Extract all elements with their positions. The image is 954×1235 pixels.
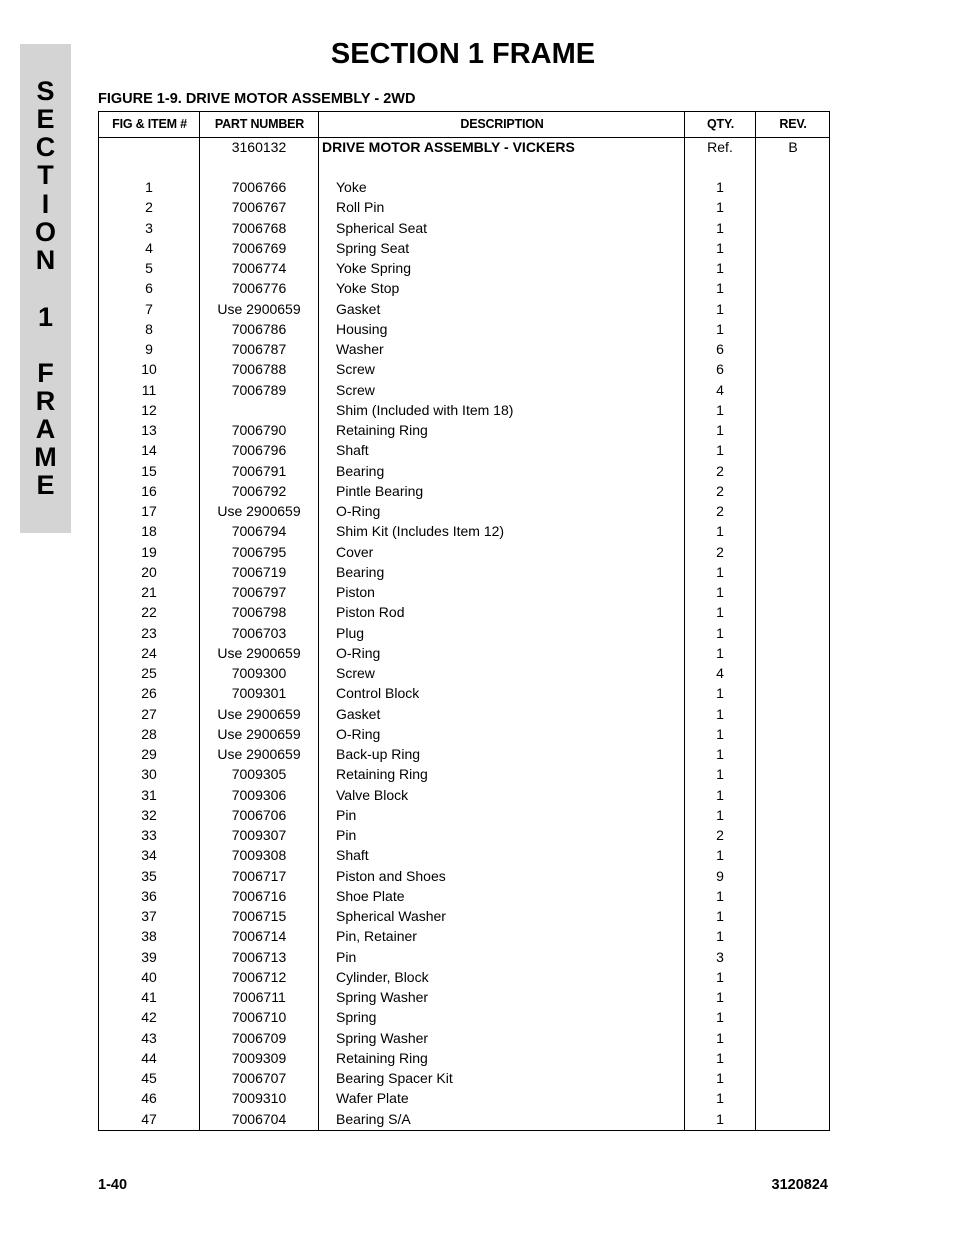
fig-item-cell: 46 [141,1090,157,1107]
part-number-cell: 7006703 [231,624,287,641]
side-tab-letter: O [34,217,56,247]
part-number-cell: 3160132 [231,139,287,155]
parts-table [98,111,830,1131]
table-row [99,278,829,298]
fig-item-cell: 26 [141,685,157,702]
fig-item-cell: 33 [141,827,157,843]
table-row [99,1007,829,1027]
description-cell: Screw [336,361,375,378]
fig-item-cell: 8 [145,320,153,337]
description-cell: Pin, Retainer [336,928,417,945]
description-cell: Valve Block [336,786,409,803]
side-tab-letter: A [35,414,56,444]
qty-cell: 1 [716,1009,724,1026]
table-row [99,987,829,1007]
section-side-tab [20,44,71,533]
fig-item-cell: 25 [141,665,157,681]
rev-cell: B [788,139,798,155]
description-cell: Spherical Washer [336,908,446,924]
description-cell: Yoke [336,179,367,195]
part-number-cell: 7006716 [231,887,287,904]
table-row [99,420,829,440]
fig-item-cell: 27 [141,705,157,722]
part-number-cell: 7006768 [231,219,287,236]
part-number-cell: 7006707 [231,1070,287,1086]
document-number: 3120824 [771,1177,828,1193]
description-cell: Shaft [336,442,369,459]
part-number-cell: 7006767 [231,199,287,216]
qty-cell: 6 [716,361,724,378]
part-number-cell: 7006776 [231,280,287,297]
fig-item-cell: 41 [141,989,157,1005]
qty-cell: 1 [716,624,724,641]
fig-item-cell: 20 [141,563,157,580]
part-number-cell: 7006787 [231,341,287,357]
description-cell: Cover [336,543,374,560]
fig-item-cell: 28 [141,725,157,742]
fig-item-cell: 38 [141,928,157,945]
part-number-cell: 7006786 [231,320,287,337]
fig-item-cell: 47 [141,1110,157,1127]
part-number-cell: 7006719 [231,563,287,580]
assembly-row [99,137,829,157]
table-row [99,663,829,683]
fig-item-cell: 2 [145,199,153,216]
side-tab-letter: N [35,245,56,275]
table-row [99,582,829,602]
description-cell: Bearing [336,462,385,479]
part-number-cell: 7009308 [231,847,287,864]
part-number-cell: 7006791 [231,462,287,479]
table-row [99,724,829,744]
table-row [99,623,829,643]
part-number-cell: 7006790 [231,422,287,438]
description-cell: Spring [336,1009,377,1026]
qty-cell: 1 [716,280,724,297]
qty-cell: 1 [716,442,724,459]
part-number-cell: Use 2900659 [217,746,301,762]
part-number-cell: 7006710 [231,1009,287,1026]
qty-cell: 4 [716,665,724,681]
description-cell: Pin [336,948,357,965]
fig-item-cell: 21 [141,584,157,600]
part-number-cell: Use 2900659 [217,300,301,317]
qty-cell: 1 [716,928,724,945]
side-tab-letter: E [36,470,55,500]
description-cell: Retaining Ring [336,766,428,783]
description-cell: Spherical Seat [336,219,428,236]
part-number-cell: 7006798 [231,604,287,621]
header-description: DESCRIPTION [460,117,544,131]
description-cell: Piston Rod [336,604,405,621]
figure-title: FIGURE 1-9. DRIVE MOTOR ASSEMBLY - 2WD [98,91,416,107]
qty-cell: 1 [716,847,724,864]
description-cell: Shim Kit (Includes Item 12) [336,523,505,540]
qty-cell: 2 [716,482,724,499]
description-cell: Housing [336,320,388,337]
table-row [99,481,829,501]
qty-cell: Ref. [707,139,733,155]
fig-item-cell: 35 [141,867,157,884]
table-row [99,643,829,663]
part-number-cell: 7009307 [231,827,287,843]
description-cell: Yoke Stop [336,280,400,297]
header-part-number: PART NUMBER [214,117,305,131]
side-tab-letter: I [41,189,50,219]
qty-cell: 1 [716,604,724,621]
description-cell: Yoke Spring [336,260,411,276]
fig-item-cell: 36 [141,887,157,904]
part-number-cell: 7006704 [231,1110,287,1127]
fig-item-cell: 5 [145,260,153,276]
qty-cell: 1 [716,260,724,276]
table-row [99,380,829,400]
description-cell: O-Ring [336,644,381,661]
fig-item-cell: 19 [141,543,157,560]
table-row [99,461,829,481]
qty-cell: 1 [716,786,724,803]
side-tab-letter: 1 [37,302,54,332]
header-qty: QTY. [707,117,734,131]
qty-cell: 1 [716,1090,724,1107]
part-number-cell: 7009309 [231,1049,287,1066]
table-row [99,704,829,724]
description-cell: Shaft [336,847,369,864]
qty-cell: 1 [716,725,724,742]
table-row [99,1088,829,1108]
part-number-cell: Use 2900659 [217,725,301,742]
side-tab-letter: F [37,358,54,388]
fig-item-cell: 1 [145,179,153,195]
fig-item-cell: 34 [141,847,157,864]
part-number-cell: 7009306 [231,786,287,803]
qty-cell: 1 [716,422,724,438]
qty-cell: 1 [716,989,724,1005]
fig-item-cell: 16 [141,482,157,499]
description-cell: Spring Seat [336,239,410,256]
header-fig-item: FIG & ITEM # [112,117,187,131]
fig-item-cell: 22 [141,604,157,621]
description-cell: Spring Washer [336,989,429,1005]
table-row [99,886,829,906]
table-row [99,764,829,784]
description-cell: Plug [336,624,365,641]
table-row [99,339,829,359]
description-cell: Piston and Shoes [336,867,446,884]
fig-item-cell: 11 [141,381,157,398]
qty-cell: 1 [716,239,724,256]
qty-cell: 1 [716,746,724,762]
fig-item-cell: 14 [141,442,157,459]
qty-cell: 1 [716,705,724,722]
part-number-cell: 7006792 [231,482,287,499]
fig-item-cell: 42 [141,1009,157,1026]
description-cell: Washer [336,341,384,357]
description-cell: Bearing S/A [336,1110,411,1127]
qty-cell: 2 [716,827,724,843]
description-cell: Wafer Plate [336,1090,409,1107]
description-cell: O-Ring [336,503,381,519]
fig-item-cell: 4 [145,239,153,256]
description-cell: Piston [336,584,375,600]
part-number-cell: 7009300 [231,665,287,681]
qty-cell: 6 [716,341,724,357]
part-number-cell: 7006774 [231,260,287,276]
side-tab-letter: M [34,442,57,472]
description-cell: Bearing Spacer Kit [336,1070,453,1086]
description-cell: Back-up Ring [336,746,421,762]
qty-cell: 1 [716,563,724,580]
part-number-cell: 7006794 [231,523,287,540]
fig-item-cell: 39 [141,948,157,965]
part-number-cell: 7006713 [231,948,287,965]
part-number-cell: 7006714 [231,928,287,945]
description-cell: Gasket [336,300,381,317]
qty-cell: 1 [716,523,724,540]
description-cell: Bearing [336,563,385,580]
part-number-cell: 7006788 [231,361,287,378]
fig-item-cell: 9 [145,341,153,357]
part-number-cell: 7006712 [231,968,287,985]
description-cell: Retaining Ring [336,1049,428,1066]
side-tab-letter: S [36,76,55,106]
table-row [99,562,829,582]
table-row [99,440,829,460]
description-cell: Roll Pin [336,199,385,216]
qty-cell: 1 [716,584,724,600]
qty-cell: 1 [716,1070,724,1086]
table-row [99,299,829,319]
header-rev: REV. [779,117,807,131]
fig-item-cell: 23 [141,624,157,641]
qty-cell: 1 [716,1049,724,1066]
description-cell: Screw [336,381,375,398]
part-number-cell: 7006706 [231,806,287,823]
table-row [99,197,829,217]
part-number-cell: Use 2900659 [217,705,301,722]
fig-item-cell: 10 [141,361,157,378]
qty-cell: 1 [716,300,724,317]
table-row [99,744,829,764]
fig-item-cell: 30 [141,766,157,783]
table-row [99,501,829,521]
qty-cell: 1 [716,199,724,216]
table-row [99,1109,829,1129]
fig-item-cell: 40 [141,968,157,985]
fig-item-cell: 3 [145,219,153,236]
description-cell: DRIVE MOTOR ASSEMBLY - VICKERS [322,139,575,155]
part-number-cell: 7006709 [231,1029,287,1046]
side-tab-letter: R [35,386,56,416]
qty-cell: 1 [716,1110,724,1127]
qty-cell: 1 [716,1029,724,1046]
table-row [99,1048,829,1068]
description-cell: Pin [336,806,357,823]
fig-item-cell: 7 [145,300,153,317]
qty-cell: 1 [716,908,724,924]
part-number-cell: Use 2900659 [217,503,301,519]
description-cell: Screw [336,665,375,681]
part-number-cell: 7006789 [231,381,287,398]
table-row [99,785,829,805]
description-cell: Cylinder, Block [336,968,429,985]
qty-cell: 4 [716,381,724,398]
qty-cell: 1 [716,887,724,904]
fig-item-cell: 29 [141,746,157,762]
table-row [99,177,829,197]
part-number-cell: 7006797 [231,584,287,600]
table-row [99,359,829,379]
part-number-cell: 7006796 [231,442,287,459]
fig-item-cell: 24 [141,644,157,661]
fig-item-cell: 18 [141,523,157,540]
fig-item-cell: 32 [141,806,157,823]
description-cell: Shoe Plate [336,887,405,904]
description-cell: Control Block [336,685,420,702]
page-title: SECTION 1 FRAME [330,38,596,70]
description-cell: O-Ring [336,725,381,742]
part-number-cell: 7006711 [232,989,286,1005]
description-cell: Retaining Ring [336,422,428,438]
fig-item-cell: 45 [141,1070,157,1086]
part-number-cell: 7006717 [231,867,287,884]
table-row [99,683,829,703]
fig-item-cell: 43 [141,1029,157,1046]
fig-item-cell: 44 [141,1049,157,1066]
table-row [99,542,829,562]
qty-cell: 3 [716,948,724,965]
fig-item-cell: 12 [141,401,157,418]
table-row [99,845,829,865]
qty-cell: 1 [716,401,724,418]
side-tab-letter: C [35,132,56,162]
qty-cell: 9 [716,867,724,884]
table-row [99,319,829,339]
side-tab-letter: T [37,160,54,190]
qty-cell: 1 [716,179,724,195]
fig-item-cell: 6 [145,280,153,297]
part-number-cell: 7006766 [231,179,287,195]
qty-cell: 1 [716,685,724,702]
part-number-cell: 7006769 [231,239,287,256]
table-row [99,906,829,926]
qty-cell: 1 [716,644,724,661]
part-number-cell: 7009301 [231,685,287,702]
qty-cell: 1 [716,766,724,783]
fig-item-cell: 13 [141,422,157,438]
table-row [99,926,829,946]
description-cell: Spring Washer [336,1029,429,1046]
description-cell: Pintle Bearing [336,482,424,499]
part-number-cell: 7009310 [231,1090,287,1107]
table-row [99,258,829,278]
table-row [99,238,829,258]
fig-item-cell: 31 [141,786,157,803]
fig-item-cell: 37 [141,908,157,924]
qty-cell: 1 [716,806,724,823]
fig-item-cell: 17 [141,503,157,519]
fig-item-cell: 15 [141,462,157,479]
qty-cell: 1 [716,320,724,337]
part-number-cell: 7006715 [231,908,287,924]
table-row [99,1028,829,1048]
table-row [99,825,829,845]
table-row [99,866,829,886]
description-cell: Shim (Included with Item 18) [336,401,514,418]
qty-cell: 1 [716,968,724,985]
table-row [99,805,829,825]
table-row [99,967,829,987]
table-row [99,218,829,238]
part-number-cell: 7009305 [231,766,287,783]
table-row [99,947,829,967]
qty-cell: 2 [716,503,724,519]
description-cell: Pin [336,827,357,843]
qty-cell: 2 [716,462,724,479]
part-number-cell: 7006795 [231,543,287,560]
table-row [99,521,829,541]
page-number: 1-40 [98,1177,128,1193]
table-row [99,602,829,622]
table-row [99,400,829,420]
part-number-cell: Use 2900659 [217,644,301,661]
table-row [99,1068,829,1088]
qty-cell: 1 [716,219,724,236]
qty-cell: 2 [716,543,724,560]
side-tab-letter: E [36,104,55,134]
description-cell: Gasket [336,705,381,722]
